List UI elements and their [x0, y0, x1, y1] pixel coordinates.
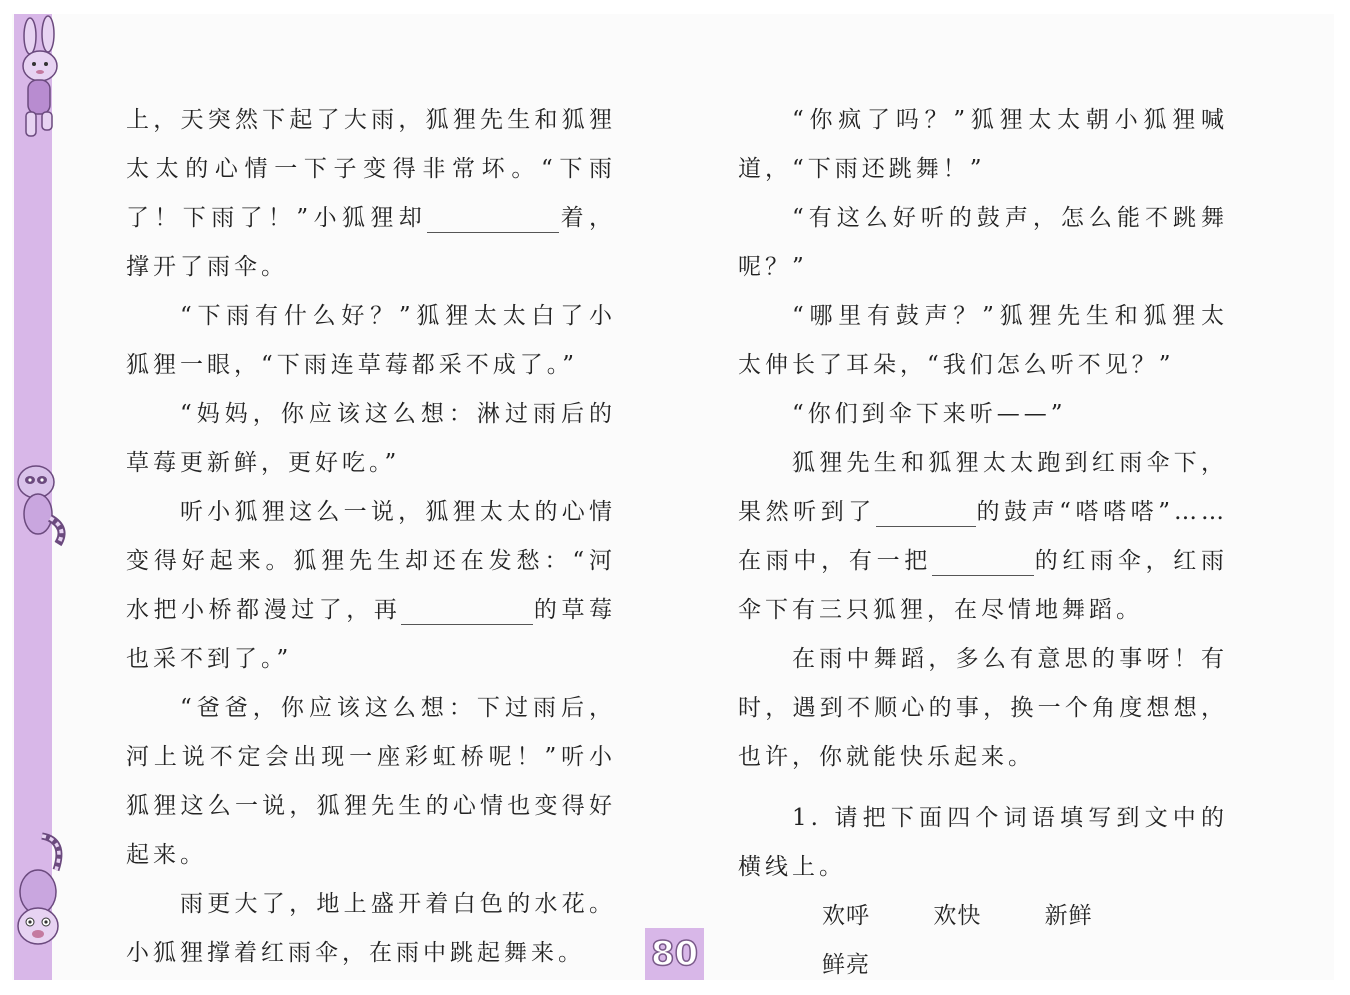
rabbit-character-icon	[8, 14, 72, 144]
fill-in-blank[interactable]	[401, 598, 533, 625]
fill-in-blank[interactable]	[876, 500, 976, 527]
paragraph	[126, 96, 616, 292]
word-option[interactable]: 鲜亮	[822, 952, 870, 978]
paragraph: “妈妈，你应该这么想：淋过雨后的草莓更新鲜，更好吃。”	[126, 401, 616, 476]
paragraph: “下雨有什么好？”狐狸太太白了小狐狸一眼，“下雨连草莓都采不成了。”	[126, 303, 616, 378]
paragraph: “爸爸，你应该这么想：下过雨后，河上说不定会出现一座彩虹桥呢！”听小狐狸这么一说，狐狸先生的心情也变得好起来。	[126, 695, 616, 868]
word-option[interactable]: 欢呼	[822, 903, 870, 929]
text-segment: 听小狐狸这么一说，狐狸太太的心情变得好起来。狐狸先生却还在发愁：“河水把小桥都漫过了，再	[126, 499, 616, 623]
paragraph: 雨更大了，地上盛开着白色的水花。小狐狸撑着红雨伞，在雨中跳起舞来。	[126, 891, 616, 966]
paragraph: 在雨中舞蹈，多么有意思的事呀！有时，遇到不顺心的事，换一个角度想想，也许，你就能快乐起来。	[738, 646, 1228, 770]
paragraph: “你们到伞下来听——”	[792, 401, 1067, 427]
raccoon-character-icon	[8, 458, 72, 548]
fill-in-blank[interactable]	[427, 206, 559, 233]
text-segment: 着，撑开了雨伞。	[126, 205, 616, 280]
paragraph	[126, 488, 616, 684]
fill-in-blank[interactable]	[932, 549, 1034, 576]
left-text-column	[126, 96, 616, 978]
paragraph: “哪里有鼓声？”狐狸先生和狐狸太太伸长了耳朵，“我们怎么听不见？”	[738, 303, 1228, 378]
text-segment: 狐狸先生和狐狸太太跑到红雨伞下，果然听到了	[738, 450, 1228, 525]
page-number: 80	[645, 928, 704, 980]
text-segment: 的红雨伞，红雨伞下有三只狐狸，在尽情地舞蹈。	[738, 548, 1229, 623]
text-segment: 的草莓也采不到了。”	[126, 597, 617, 672]
word-bank	[738, 892, 1228, 990]
text-segment: 上，天突然下起了大雨，狐狸先生和狐狸太太的心情一下子变得非常坏。“下雨了！下雨了！”小狐狸却	[126, 107, 616, 231]
paragraph: “你疯了吗？”狐狸太太朝小狐狸喊道，“下雨还跳舞！”	[738, 107, 1228, 182]
paragraph	[738, 439, 1228, 635]
paragraph: “有这么好听的鼓声，怎么能不跳舞呢？”	[738, 205, 1228, 280]
tiger-character-icon	[8, 830, 72, 950]
word-option[interactable]: 欢快	[933, 903, 982, 929]
word-option[interactable]: 新鲜	[1044, 903, 1093, 929]
exercise-question: 1. 请把下面四个词语填写到文中的横线上。	[738, 805, 1228, 880]
right-text-column	[738, 96, 1228, 990]
text-segment: 的鼓声“嗒嗒嗒”……在雨中，有一把	[738, 499, 1228, 574]
